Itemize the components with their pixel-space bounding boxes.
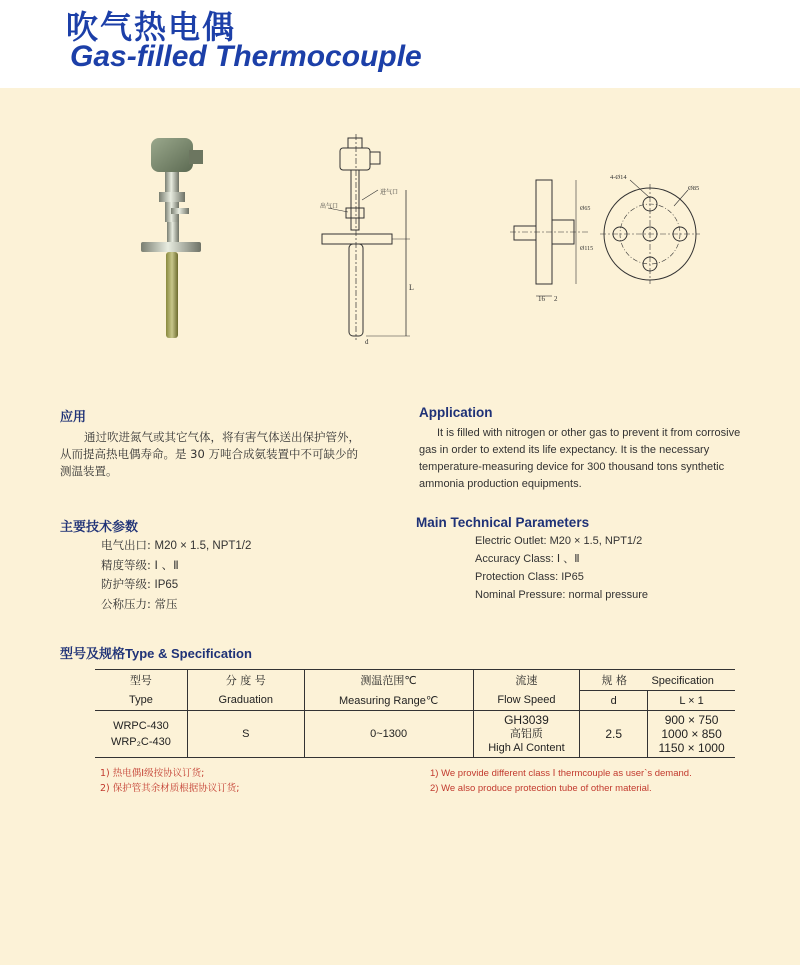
application-en-line-3: temperature-measuring device for 300 thousand tons synthetic: [419, 461, 725, 473]
application-body-cn: [60, 429, 390, 480]
cable-gland: [189, 150, 203, 164]
notes-en: [430, 766, 692, 796]
terminal-head: [151, 138, 193, 172]
header-d: d: [580, 691, 648, 711]
param-en-row: Protection Class: IP65: [475, 571, 584, 583]
type-2: WRP₂C-430: [110, 736, 171, 748]
lx1-1: 900 × 750: [664, 713, 719, 727]
drawing-pipe: [351, 170, 359, 230]
bolt-circle-label: Ø85: [688, 185, 700, 192]
lx1-2: 1000 × 850: [661, 727, 722, 741]
application-cn-line-2: 从而提高热电偶寿命。是 30 万吨合成氨装置中不可缺少的: [60, 447, 358, 461]
inlet-label: 进气口: [380, 189, 399, 196]
lx1-3: 1150 × 1000: [658, 741, 725, 755]
note-cn-2: 2) 保护管其余材质根据协议订货;: [100, 783, 240, 794]
params-heading-cn: 主要技术参数: [60, 520, 139, 535]
header-grad-cn: 分 度 号: [187, 670, 304, 691]
header-type-en: Type: [95, 691, 187, 711]
outlet-label: 出气口: [320, 203, 339, 210]
application-en-line-2: gas in order to extend its life expectancy. It is the necessary: [419, 444, 710, 456]
cell-range: 0~1300: [304, 711, 473, 758]
flow-2: 高铝质: [509, 727, 543, 740]
cell-d: 2.5: [580, 711, 648, 758]
flow-3: High Al Content: [488, 742, 565, 754]
dim-16: 16: [538, 295, 545, 303]
flow-1: GH3039: [504, 713, 549, 727]
application-en-line-4: ammonia production equipments.: [419, 478, 582, 490]
cell-lx1: [648, 711, 735, 758]
application-cn-line-1: 通过吹进氮气或其它气体，将有害气体送出保护管外，: [84, 430, 360, 444]
param-cn-row: [101, 536, 251, 556]
spec-table: [95, 669, 735, 758]
holes-label: 4-Ø14: [610, 174, 627, 181]
param-cn-label: 电气出口:: [101, 538, 151, 552]
note-en-2: 2) We also produce protection tube of other material.: [430, 783, 652, 794]
cell-graduation: S: [187, 711, 304, 758]
gas-nipple: [171, 208, 189, 214]
param-cn-row: [101, 595, 251, 614]
header-range-cn: 测温范围℃: [304, 670, 473, 691]
header-flow-en: Flow Speed: [473, 691, 580, 711]
flange-section-drawing: [510, 170, 594, 305]
table-row: [95, 711, 735, 758]
flange-pipe: [514, 226, 536, 240]
cell-flow: [473, 711, 580, 758]
param-cn-label: 精度等级:: [101, 558, 151, 572]
header-range-en: Measuring Range℃: [304, 691, 473, 711]
param-cn-value: Ⅰ 、Ⅱ: [154, 558, 179, 572]
flange: [141, 242, 201, 252]
params-list-cn: [101, 536, 251, 614]
lower-pipe: [167, 222, 179, 244]
param-cn-value: IP65: [154, 579, 179, 591]
drawing-flange: [322, 234, 392, 244]
protection-tube: [166, 252, 178, 338]
product-photo: [135, 128, 215, 343]
param-cn-row: [101, 556, 251, 575]
dim-115: Ø115: [580, 246, 594, 252]
header-flow-cn: 流速: [473, 670, 580, 691]
param-cn-label: 防护等级:: [101, 577, 151, 591]
application-heading-cn: 应用: [60, 410, 87, 425]
param-en-row: Electric Outlet: M20 × 1.5, NPT1/2: [475, 535, 643, 547]
application-heading-en: Application: [419, 405, 493, 420]
drawing-gland: [370, 152, 380, 164]
application-cn-line-3: 测温装置。: [60, 464, 118, 478]
header-spec: [580, 670, 735, 691]
application-en-line-1: It is filled with nitrogen or other gas to prevent it from corrosive: [437, 427, 741, 439]
dim-65: Ø65: [580, 206, 591, 212]
param-cn-label: 公称压力:: [101, 597, 151, 611]
notes-cn: [100, 766, 239, 796]
title-chinese: 吹气热电偶: [66, 8, 237, 46]
cell-type: [95, 711, 187, 758]
param-cn-row: [101, 575, 251, 595]
label-d: d: [365, 338, 369, 346]
note-en-1: 1) We provide different class Ⅰ thermcouple as user`s demand.: [430, 768, 692, 779]
param-en-row: Accuracy Class: Ⅰ 、Ⅱ: [475, 553, 580, 565]
drawing-head: [340, 148, 370, 170]
side-view-drawing: [318, 130, 418, 345]
drawing-cap: [348, 138, 362, 148]
type-1: WRPC-430: [113, 720, 169, 732]
drawing-union: [346, 208, 364, 218]
note-cn-1: 1) 热电偶Ⅰ级按协议订货;: [100, 768, 205, 779]
param-en-row: Nominal Pressure: normal pressure: [475, 589, 649, 601]
param-cn-value: 常压: [154, 597, 178, 611]
application-body-en: [419, 425, 749, 493]
dim-2: 2: [554, 295, 558, 303]
param-cn-value: M20 × 1.5, NPT1/2: [154, 540, 252, 552]
union-nut: [159, 192, 185, 202]
header-lx1: L × 1: [648, 691, 735, 711]
params-list-en: [475, 532, 648, 604]
label-L: L: [409, 283, 414, 292]
header-grad-en: Graduation: [187, 691, 304, 711]
spec-heading: 型号及规格Type & Specification: [60, 646, 252, 661]
flange-front-drawing: [600, 170, 705, 295]
page-header: [0, 0, 800, 88]
params-heading-en: Main Technical Parameters: [416, 515, 590, 530]
title-english: Gas-filled Thermocouple: [70, 40, 422, 73]
header-type-cn: 型号: [129, 674, 152, 688]
header-spec-en: Specification: [651, 675, 714, 687]
header-spec-cn: 规 格: [601, 674, 627, 687]
